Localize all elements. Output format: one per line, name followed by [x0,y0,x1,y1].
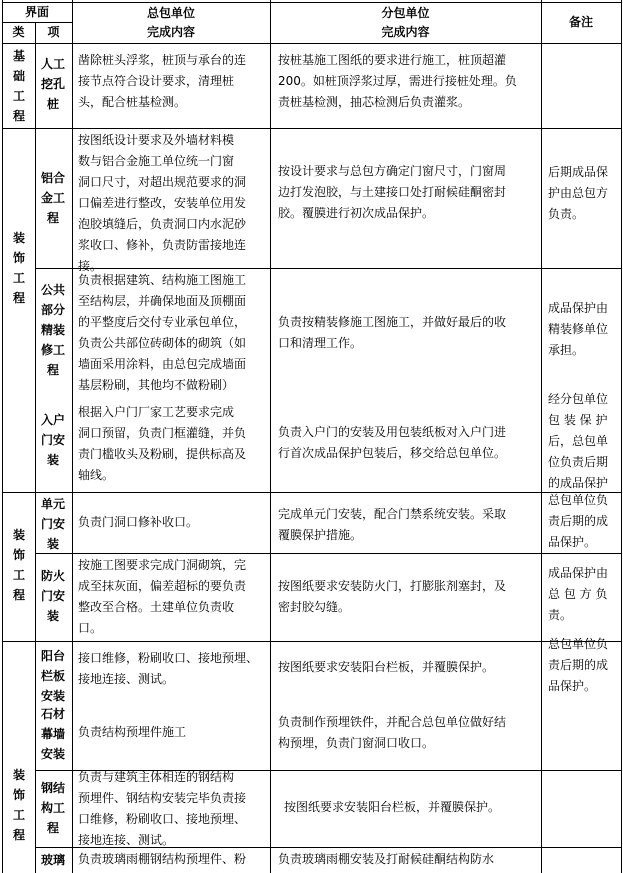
category-decoration: 装饰工程 [12,231,25,305]
item-public-finishing: 公共部分精装修工程 [40,283,65,377]
item-manual-pile: 人工挖孔桩 [40,57,65,111]
header-interface: 界面 [24,5,49,19]
general-content: 负责结构预埋件施工 [78,725,187,739]
remark-content: 成品保护由 总 包 方 负 责。 [548,566,609,622]
sub-content: 负责玻璃雨棚安装及打耐候硅酮结构防水 [278,852,495,866]
row-line [2,641,622,642]
header-sub-unit: 分包单位 [381,6,430,20]
table-border-top [2,2,622,3]
category-decoration: 装饰工程 [12,528,25,602]
table-border-right [621,0,622,873]
header-item: 项 [47,25,60,39]
general-content: 根据入户门厂家工艺要求完成 洞口预留，负责门框灌缝，并负 责门槛收头及粉刷，提供标高及 轴线。 [78,405,247,482]
general-content: 按施工图要求完成门洞砌筑，完 成至抹灰面，偏差超标的要负责 整改至合格。土建单位负责收 口。 [78,558,247,635]
header-remarks: 备注 [568,15,593,29]
sub-content: 负责入户门的安装及用包装纸板对入户门进 行首次成品保护包装后，移交给总包单位。 [278,425,507,460]
table-divider-type-item [35,22,36,873]
sub-content: 按图纸要求安装阳台栏板，并覆膜保护。 [278,660,495,674]
header-type: 类 [12,25,25,39]
table-divider-item-general [72,0,73,873]
remark-content: 总包单位负 责后期的成 品保护。 [548,637,609,693]
header-general-content: 完成内容 [146,25,195,39]
item-fire-door: 防火门安装 [40,569,65,623]
remark-content: 经分包单位 包 装 保 护 后，总包单 位负责后期 的成品保护 [548,392,609,490]
general-content: 接口维修，粉刷收口、接地预埋、 接地连接、测试。 [78,651,259,686]
item-unit-door: 单元门安装 [40,497,65,551]
sub-content: 按图纸要求安装防火门，打膨胀剂塞封，及 密封胶勾缝。 [278,579,507,614]
general-content: 负责门洞口修补收口。 [78,515,199,529]
header-bottom-line [2,43,622,44]
row-line [35,553,622,554]
item-stone-curtain: 石材幕墙安装 [40,707,65,761]
sub-content: 负责制作预埋铁件，并配合总包单位做好结 构预埋，负责门窗洞口收口。 [278,715,507,750]
general-content: 负责与建筑主体相连的钢结构 预埋件、钢结构安装完毕负责接 口维修，粉刷收口、接地预埋、 接地连接、测试。 [78,770,247,847]
general-content: 凿除桩头浮浆，桩顶与承台的连 接节点符合设计要求，清理桩 头，配合桩基检测。 [78,53,247,109]
header-general-unit: 总包单位 [146,6,195,20]
remark-content: 成品保护由 精装修单位 承担。 [548,301,609,357]
item-balcony-rail: 阳台栏板安装 [40,649,65,703]
table-divider-general-sub [270,0,271,873]
sub-content: 按图纸要求安装阳台栏板，并覆膜保护。 [284,800,501,814]
item-glass: 玻璃 [40,853,65,867]
header-sub-content: 完成内容 [381,25,430,39]
sub-content: 负责按精装修施工图施工，并做好最后的收 口和清理工作。 [278,315,507,350]
table-divider-sub-remark [541,0,542,873]
remark-content: 总包单位负 责后期的成 品保护。 [548,493,609,549]
remark-content: 后期成品保 护由总包方 负责。 [548,165,609,221]
general-content: 负责根据建筑、结构施工图施工 至结构层，并确保地面及顶棚面 的平整度后交付专业承包单位， 负责公共部位砖砌体的砌筑（如 墙面采用涂料，由总包完成墙面 基层粉刷，其他均不做粉刷） [78,273,247,392]
item-steel-structure: 钢结构工程 [40,781,65,835]
sub-content: 按桩基施工图纸的要求进行施工，桩顶超灌 200。如桩顶浮浆过厚，需进行接桩处理。负 责桩基检测，抽芯检测后负责灌浆。 [278,53,517,109]
table-border-left [2,0,3,873]
item-entrance-door: 入户门安装 [40,413,65,467]
sub-content: 完成单元门安装，配合门禁系统安装。采取 覆膜保护措施。 [278,507,507,542]
category-foundation: 基础工程 [12,49,25,123]
category-decoration: 装饰工程 [12,768,25,842]
general-content: 按图纸设计要求及外墙材料模 数与铝合金施工单位统一门窗 洞口尺寸，对超出规范要求的洞 口偏差进行整改，安装单位用发 泡胶填缝后，负责洞口内水泥砂 浆收口、修补，负责防雷接地连 接。 [78,133,247,273]
general-content: 负责玻璃雨棚钢结构预埋件、粉 [78,852,247,866]
item-aluminum-alloy: 铝合金工程 [40,171,65,225]
sub-content: 按设计要求与总包方确定门窗尺寸，门窗周 边打发泡胶，与土建接口处打耐候硅酮密封 胶。覆膜进行初次成品保护。 [278,164,507,220]
row-line [2,128,622,129]
row-line [2,492,622,493]
